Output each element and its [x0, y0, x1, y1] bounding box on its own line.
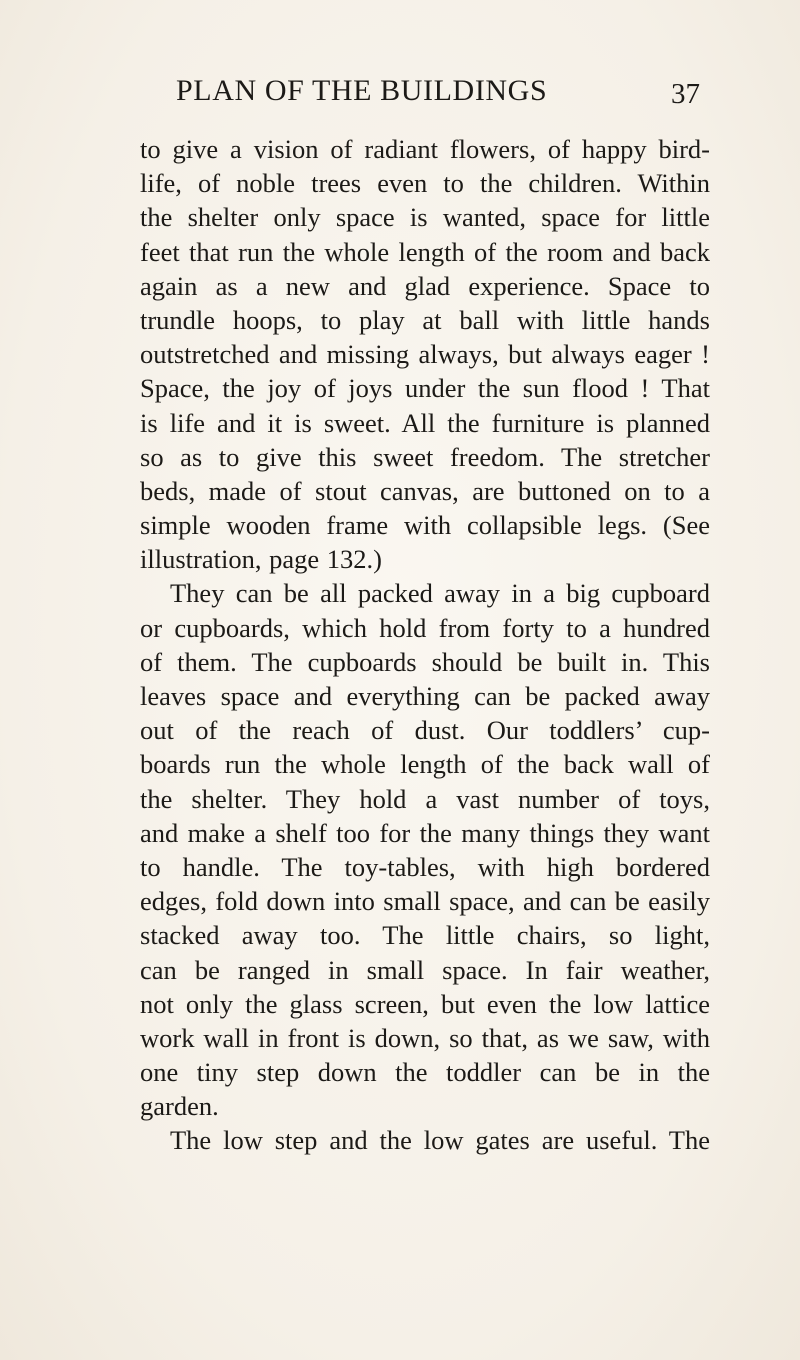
running-title: PLAN OF THE BUILDINGS	[176, 74, 548, 107]
text-line: the shelter. They hold a vast number of toys,	[140, 783, 710, 814]
page-number: 37	[671, 78, 700, 110]
text-line: beds, made of stout canvas, are buttoned on to a	[140, 475, 710, 506]
text-line: the shelter only space is wanted, space for little	[140, 202, 710, 233]
text-line: trundle hoops, to play at ball with little hands	[140, 304, 710, 335]
text-line: feet that run the whole length of the room and back	[140, 236, 710, 267]
text-line: boards run the whole length of the back wall of	[140, 749, 710, 780]
text-line: edges, fold down into small space, and can be easily	[140, 886, 710, 917]
text-line: or cupboards, which hold from forty to a hundred	[140, 612, 710, 643]
text-line: to give a vision of radiant flowers, of happy bird-	[140, 134, 710, 164]
paragraph-start-line: The low step and the low gates are useful. The	[170, 1125, 710, 1156]
running-head	[0, 74, 800, 114]
text-line: simple wooden frame with collapsible legs. (See	[140, 510, 710, 541]
text-line: so as to give this sweet freedom. The stretcher	[140, 441, 710, 472]
text-line: life, of noble trees even to the children. Within	[140, 168, 710, 199]
text-line: Space, the joy of joys under the sun flood ! That	[140, 373, 710, 404]
paragraph-start-line: They can be all packed away in a big cupboard	[170, 578, 710, 609]
text-line: can be ranged in small space. In fair weather,	[140, 954, 710, 985]
text-line: is life and it is sweet. All the furniture is planned	[140, 407, 710, 438]
text-line: not only the glass screen, but even the low lattice	[140, 988, 710, 1019]
text-line: leaves space and everything can be packed away	[140, 681, 710, 711]
text-line: again as a new and glad experience. Space to	[140, 270, 710, 301]
paragraph-end-line: illustration, page 132.)	[140, 544, 382, 575]
text-line: of them. The cupboards should be built in. This	[140, 646, 710, 677]
text-line: outstretched and missing always, but always eager !	[140, 339, 710, 370]
text-line: and make a shelf too for the many things they want	[140, 817, 710, 848]
body-text	[140, 132, 710, 1158]
text-line: one tiny step down the toddler can be in the	[140, 1057, 710, 1088]
text-line: work wall in front is down, so that, as we saw, with	[140, 1022, 710, 1053]
text-line: to handle. The toy-tables, with high bordered	[140, 851, 710, 882]
paragraph-end-line: garden.	[140, 1091, 219, 1122]
text-line: stacked away too. The little chairs, so light,	[140, 920, 710, 951]
text-line: out of the reach of dust. Our toddlers’ cup-	[140, 715, 710, 746]
